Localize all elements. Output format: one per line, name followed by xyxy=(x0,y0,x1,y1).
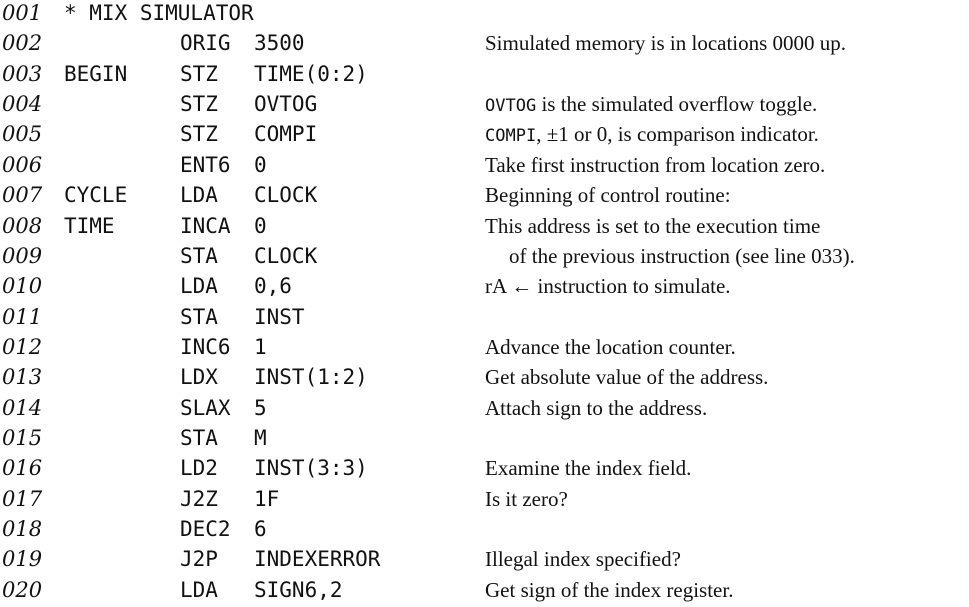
listing-line-008 xyxy=(0,213,969,243)
listing-line-001 xyxy=(0,0,969,30)
comment-text: Is it zero? xyxy=(485,486,568,511)
listing-line-005 xyxy=(0,121,969,151)
line-number: 014 xyxy=(2,395,43,420)
opcode: DEC2 xyxy=(180,517,231,541)
listing-line-019 xyxy=(0,546,969,576)
address-field: 1 xyxy=(254,334,267,359)
address-field: CLOCK xyxy=(254,183,318,208)
line-comment xyxy=(485,486,568,514)
line-comment xyxy=(485,213,820,241)
listing-line-017 xyxy=(0,486,969,516)
line-comment xyxy=(485,577,733,605)
listing-line-007 xyxy=(0,182,969,212)
line-number: 015 xyxy=(2,425,43,450)
listing-line-020 xyxy=(0,577,969,607)
address-field: OVTOG xyxy=(254,92,318,117)
line-number: 016 xyxy=(2,456,43,481)
opcode: LDA xyxy=(180,183,218,208)
listing-line-018 xyxy=(0,516,969,546)
line-comment xyxy=(485,364,768,392)
listing-line-012 xyxy=(0,334,969,364)
listing-line-013 xyxy=(0,364,969,394)
address-field: INST(1:2) xyxy=(254,365,368,390)
comment-text: rA ← instruction to simulate. xyxy=(485,274,731,299)
address-field: INDEXERROR xyxy=(254,547,381,572)
address-field: 5 xyxy=(254,395,267,420)
address-field: 0 xyxy=(254,152,267,177)
comment-text: This address is set to the execution time xyxy=(485,213,821,238)
address-field: 3500 xyxy=(254,31,305,56)
line-comment xyxy=(485,91,817,119)
line-comment xyxy=(485,30,846,58)
line-comment xyxy=(485,395,707,423)
address-field: CLOCK xyxy=(254,243,318,268)
listing-line-011 xyxy=(0,304,969,334)
line-number: 004 xyxy=(2,92,43,117)
comment-text: Advance the location counter. xyxy=(485,334,736,359)
line-number: 020 xyxy=(2,577,43,602)
line-number: 017 xyxy=(2,486,43,511)
line-number: 010 xyxy=(2,274,43,299)
comment-text: Take first instruction from location zero. xyxy=(485,152,826,177)
listing-line-014 xyxy=(0,395,969,425)
opcode: STA xyxy=(180,425,218,450)
line-number: 007 xyxy=(2,183,43,208)
opcode: LD2 xyxy=(180,456,218,481)
opcode: J2P xyxy=(180,547,218,572)
line-comment xyxy=(485,273,731,301)
line-comment xyxy=(485,182,731,210)
comment-text: Illegal index specified? xyxy=(485,547,681,572)
line-comment-continuation xyxy=(509,243,855,271)
comment-text: , ±1 or 0, is comparison indicator. xyxy=(536,122,819,147)
opcode: STZ xyxy=(180,92,218,117)
opcode: LDA xyxy=(180,274,218,299)
line-number: 018 xyxy=(2,517,43,541)
opcode: STZ xyxy=(180,61,218,86)
comment-text: Attach sign to the address. xyxy=(485,395,708,420)
comment-text: Simulated memory is in locations 0000 up. xyxy=(485,31,847,56)
location-label: TIME xyxy=(64,213,115,238)
line-number: 011 xyxy=(2,304,43,329)
line-number: 005 xyxy=(2,122,43,147)
line-number: 008 xyxy=(2,213,43,238)
opcode: STA xyxy=(180,243,218,268)
line-number: 002 xyxy=(2,31,43,56)
line-number: 012 xyxy=(2,334,43,359)
opcode: ORIG xyxy=(180,31,231,56)
listing-line-016 xyxy=(0,455,969,485)
opcode: LDA xyxy=(180,577,218,602)
listing-line-010 xyxy=(0,273,969,303)
address-field: 0 xyxy=(254,213,267,238)
address-field: COMPI xyxy=(254,122,318,147)
line-number: 013 xyxy=(2,365,43,390)
opcode: ENT6 xyxy=(180,152,231,177)
listing-line-002 xyxy=(0,30,969,60)
address-field: INST xyxy=(254,304,305,329)
comment-text: Beginning of control routine: xyxy=(485,183,731,208)
line-comment xyxy=(485,334,736,362)
listing-line-015 xyxy=(0,425,969,455)
line-comment xyxy=(485,152,825,180)
listing-line-009 xyxy=(0,243,969,273)
program-title-comment: * MIX SIMULATOR xyxy=(64,1,254,25)
comment-text: Get sign of the index register. xyxy=(485,577,734,602)
address-field: 1F xyxy=(254,486,280,511)
line-comment xyxy=(485,121,819,149)
location-label: CYCLE xyxy=(64,183,128,208)
opcode: LDX xyxy=(180,365,218,390)
opcode: STZ xyxy=(180,122,218,147)
line-comment xyxy=(485,455,691,483)
comment-code: OVTOG xyxy=(485,96,537,117)
address-field: INST(3:3) xyxy=(254,456,368,481)
comment-text: Get absolute value of the address. xyxy=(485,365,769,390)
opcode: SLAX xyxy=(180,395,231,420)
line-number: 001 xyxy=(2,1,43,25)
comment-text: of the previous instruction (see line 033). xyxy=(509,243,855,268)
opcode: INC6 xyxy=(180,334,231,359)
address-field: 6 xyxy=(254,517,267,541)
address-field: TIME(0:2) xyxy=(254,61,368,86)
listing-line-004 xyxy=(0,91,969,121)
address-field: SIGN6,2 xyxy=(254,577,343,602)
comment-code: COMPI xyxy=(485,126,537,147)
line-number: 009 xyxy=(2,243,43,268)
line-number: 019 xyxy=(2,547,43,572)
line-comment xyxy=(485,546,681,574)
line-number: 006 xyxy=(2,152,43,177)
comment-text: is the simulated overflow toggle. xyxy=(536,92,818,117)
location-label: BEGIN xyxy=(64,61,128,86)
listing-line-006 xyxy=(0,152,969,182)
opcode: INCA xyxy=(180,213,231,238)
opcode: STA xyxy=(180,304,218,329)
opcode: J2Z xyxy=(180,486,218,511)
listing-line-003 xyxy=(0,61,969,91)
address-field: M xyxy=(254,425,267,450)
address-field: 0,6 xyxy=(254,274,292,299)
comment-text: Examine the index field. xyxy=(485,456,692,481)
line-number: 003 xyxy=(2,61,43,86)
